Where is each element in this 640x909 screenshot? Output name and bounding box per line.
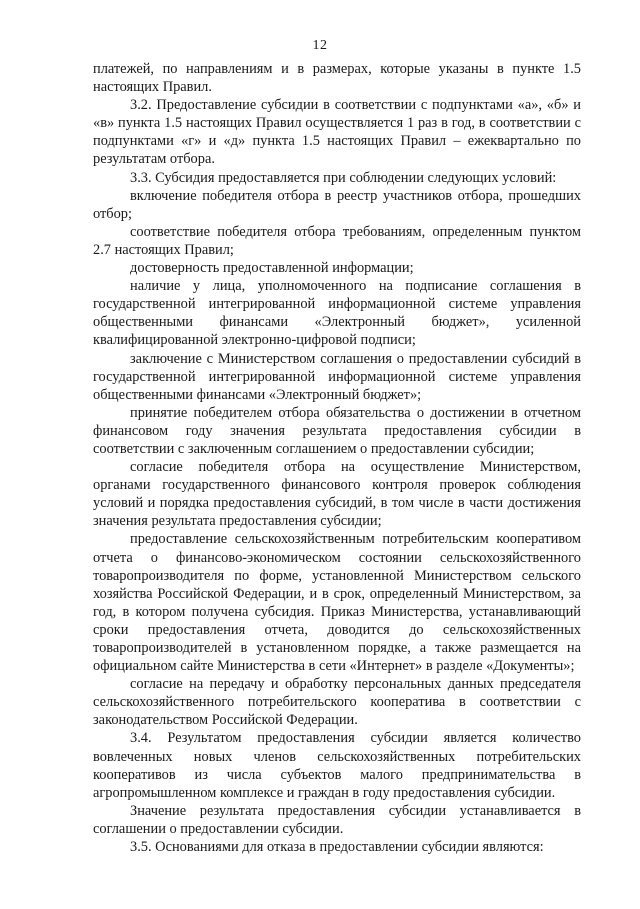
document-body: [93, 60, 581, 856]
paragraph-continuation: платежей, по направлениям и в размерах, которые указаны в пункте 1.5 настоящих Правил.: [93, 61, 581, 96]
condition-inspection-consent: согласие победителя отбора на осуществление Министерством, органами государственного финансового контроля проверок соблюдения условий и порядка предоставления субсидий, в том числе в части достижения значения результата предоставления субсидии;: [93, 459, 581, 530]
paragraph-3-5: 3.5. Основаниями для отказа в предоставлении субсидии являются:: [130, 839, 544, 856]
paragraph-3-2: 3.2. Предоставление субсидии в соответствии с подпунктами «а», «б» и «в» пункта 1.5 настоящих Правил осуществляется 1 раз в год, в соответствии с подпунктами «г» и «д» пункта 1.5 настоящих Правил – ежеквартально по результатам отбора.: [93, 97, 581, 168]
condition-report-submission: предоставление сельскохозяйственным потребительским кооперативом отчета о финансово-экономическом состоянии сельскохозяйственного товаропроизводителя по форме, установленной Министерством сельского хозяйства Российской Федерации, и в срок, определенный Министерством, за год, в котором получена субсидия. Приказ Министерства, устанавливающий сроки предоставления отчета, доводится до сельскохозяйственных товаропроизводителей в установленном порядке, а также размещается на официальном сайте Министерства в сети «Интернет» в разделе «Документы»;: [93, 531, 581, 675]
paragraph-3-4: 3.4. Результатом предоставления субсидии является количество вовлеченных новых членов сельскохозяйственных потребительских кооперативов из числа субъектов малого предпринимательства в агропромышленном комплексе и граждан в году предоставления субсидии.: [93, 730, 581, 801]
condition-agreement-conclusion: заключение с Министерством соглашения о предоставлении субсидий в государственной интегрированной информационной системе управления общественными финансами «Электронный бюджет»;: [93, 350, 581, 403]
paragraph-3-3: 3.3. Субсидия предоставляется при соблюдении следующих условий:: [130, 169, 557, 186]
condition-personal-data-consent: согласие на передачу и обработку персональных данных председателя сельскохозяйственного потребительского кооператива в соответствии с законодательством Российской Федерации.: [93, 676, 581, 729]
paragraph-result-value: Значение результата предоставления субсидии устанавливается в соглашении о предоставлении субсидии.: [93, 802, 581, 837]
condition-info-reliability: достоверность предоставленной информации;: [130, 260, 414, 277]
page-number: 12: [312, 38, 328, 53]
condition-requirements-compliance: соответствие победителя отбора требованиям, определенным пунктом 2.7 настоящих Правил;: [93, 223, 581, 258]
condition-result-obligation: принятие победителем отбора обязательства о достижении в отчетном финансовом году значения результата предоставления субсидии в соответствии с заключенным соглашением о предоставлении субсидии;: [93, 404, 581, 457]
condition-registry-inclusion: включение победителя отбора в реестр участников отбора, прошедших отбор;: [93, 187, 581, 222]
condition-electronic-signature: наличие у лица, уполномоченного на подписание соглашения в государственной интегрированной информационной системе управления общественными финансами «Электронный бюджет», усиленной квалифицированной электронно-цифровой подписи;: [93, 278, 581, 349]
